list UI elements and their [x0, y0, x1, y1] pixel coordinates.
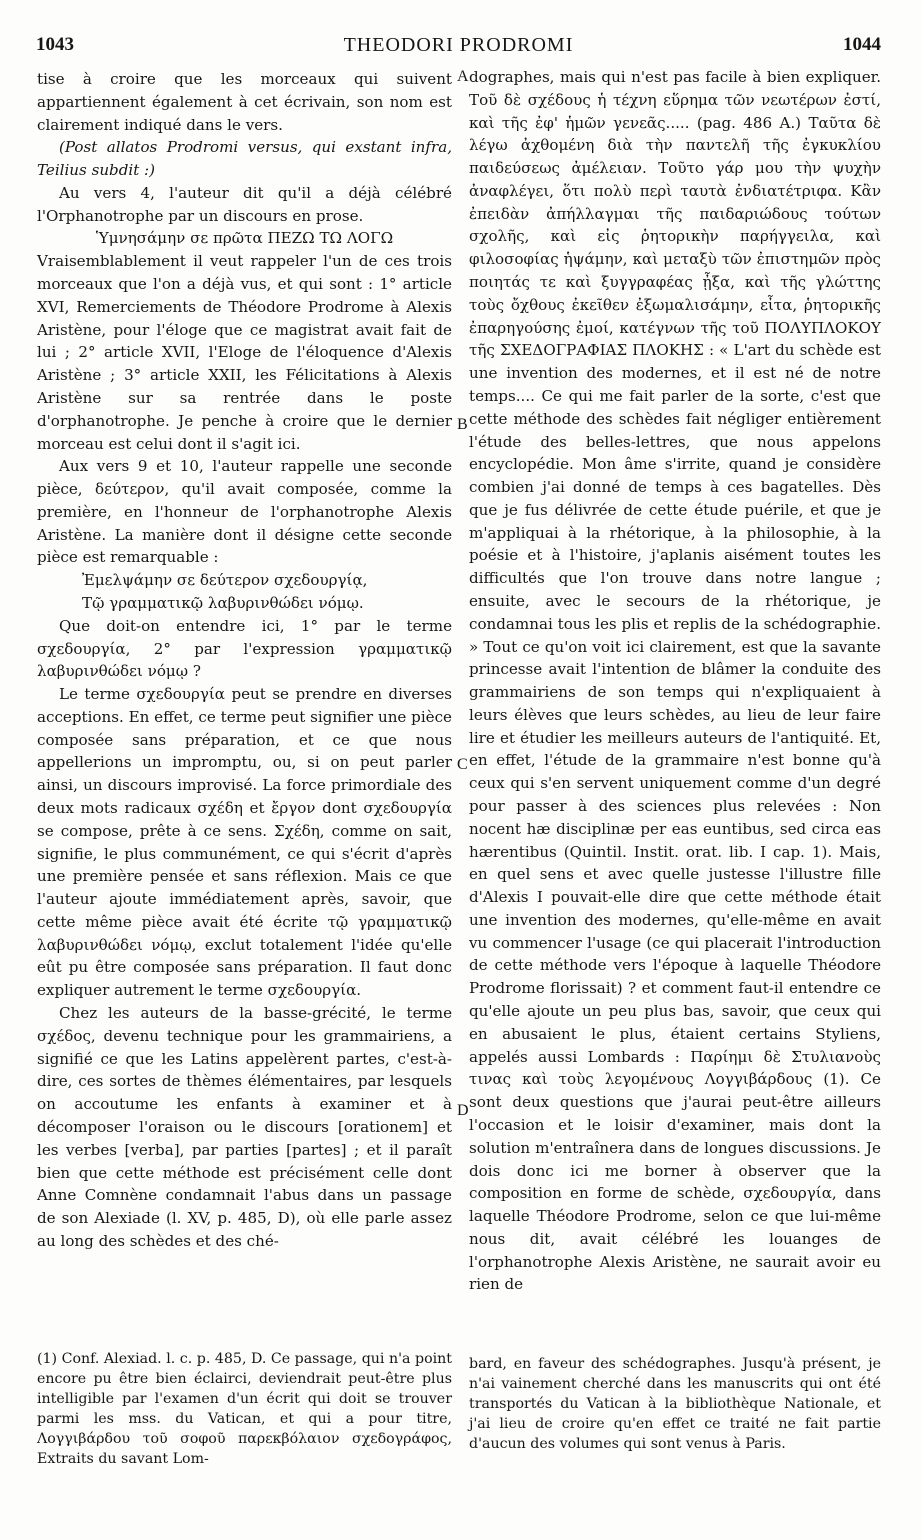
- running-title: THEODORI PRODROMI: [343, 34, 574, 56]
- right-column: [469, 66, 881, 1296]
- paragraph: Chez les auteurs de la basse-grécité, le terme σχέδος, devenu technique pour les grammairiens, a signifié ce que les Latins appelèrent partes, c'est-à-dire, ces sortes de thèmes élémentaires, par lesquels on accoutume les enfants à examiner et à décomposer l'oraison ou le discours [orationem] et les verbes [verba], par parties [partes] ; et il paraît bien que cette méthode est précisément celle dont Anne Comnène condamnait l'abus dans un passage de son Alexiade (l. XV, p. 485, D), où elle parle assez au long des schèdes et des ché-: [37, 1004, 452, 1250]
- left-page-number: 1043: [36, 34, 74, 55]
- margin-letter: C: [457, 756, 468, 773]
- paragraph: Que doit-on entendre ici, 1° par le terme σχεδουργία, 2° par l'expression γραμματικῷ λαβυρινθώδει νόμῳ ?: [37, 616, 452, 681]
- margin-letter: D: [457, 1102, 469, 1119]
- greek-verse: Ἐμελψάμην σε δεύτερον σχεδουργίᾳ,: [82, 571, 368, 590]
- greek-quote: Ὑμνησάμην σε πρῶτα ΠΕΖΩ ΤΩ ΛΟΓΩ: [95, 229, 394, 248]
- left-column: [37, 68, 452, 1253]
- right-page-number: 1044: [843, 34, 881, 55]
- paragraph: tise à croire que les morceaux qui suivent appartiennent également à cet écrivain, son nom est clairement indiqué dans le vers.: [37, 70, 452, 134]
- footnote-continuation: bard, en faveur des schédographes. Jusqu'à présent, je n'ai vainement cherché dans les manuscrits qui ont été transportés du Vatican à la bibliothèque Nationale, et j'ai lieu de croire qu'en effet ce traité ne fait partie d'aucun des volumes qui sont venus à Paris.: [469, 1356, 881, 1452]
- paragraph: Au vers 4, l'auteur dit qu'il a déjà célébré l'Orphanotrophe par un discours en prose.: [37, 183, 452, 225]
- margin-letter: B: [457, 416, 468, 433]
- paragraph: dographes, mais qui n'est pas facile à bien expliquer. Τοῦ δὲ σχέδους ἡ τέχνη εὕρημα τῶν νεωτέρων ἐστί, καὶ τῆς ἐφ' ἡμῶν γενεᾶς..... (pag. 486 A.) Ταῦτα δὲ λέγω ἀχθομένη διὰ τὴν παντελῆ τῆς ἐγκυκλίου παιδεύσεως ἀμέλειαν. Τοῦτο γάρ μου τὴν ψυχὴν ἀναφλέγει, ὅτι πολὺ περὶ ταυτὰ ἐνδιατέτριφα. Κἂν ἐπειδὰν ἀπήλλαγμαι τῆς παιδαριώδους τούτων σχολῆς, καὶ εἰς ῥητορικὴν παρήγγειλα, καὶ φιλοσοφίας ἡψάμην, καὶ μεταξὺ τῶν ἐπιστημῶν πρὸς ποιητάς τε καὶ ξυγγραφέας ᾖξα, καὶ τῆς γλώττης τοὺς ὄχθους ἐκεῖθεν ἐξωμαλισάμην, εἶτα, ῥητορικῆς ἐπαρηγούσης ἐμοί, κατέγνων τῆς τοῦ ΠΟΛΥΠΛΟΚΟΥ τῆς ΣΧΕΔΟΓΡΑΦΙΑΣ ΠΛΟΚΗΣ : « L'art du schède est une invention des modernes, et il est né de notre temps.... Ce qui me fait parler de la sorte, c'est que cette méthode des schèdes fait négliger entièrement l'étude des belles-lettres, que nous appelons encyclopédie. Mon âme s'irrite, quand je considère combien j'ai donné de temps à ces bagatelles. Dès que je fus délivrée de cette étude puérile, et que je m'appliquai à la rhétorique, à la philosophie, à la poésie et à l'histoire, j'aplanis aisément toutes les difficultés que l'on trouve dans notre langue ; ensuite, avec le secours de la rhétorique, je condamnai tous les plis et replis de la schédographie. » Tout ce qu'on voit ici clairement, est que la savante princesse avait l'intention de blâmer la conduite des grammairiens de son temps qui n'expliquaient à leurs élèves que leurs schèdes, au lieu de leur faire lire et étudier les meilleurs auteurs de l'antiquité. Et, en effet, l'étude de la grammaire n'est bonne qu'à ceux qui s'en servent uniquement comme d'un degré pour passer à des sciences plus relevées : Non nocent hæ disciplinæ per eas euntibus, sed circa eas hærentibus (Quintil. Instit. orat. lib. I cap. 1). Mais, en quel sens et avec quelle justesse l'illustre fille d'Alexis I pouvait-elle dire que cette méthode était une invention des modernes, qu'elle-même en avait vu commencer l'usage (ce qui placerait l'introduction de cette méthode vers l'époque à laquelle Théodore Prodrome florissait) ? et comment faut-il entendre ce qu'elle ajoute un peu plus bas, savoir, que ceux qui en abusaient le plus, étaient certains Styliens, appelés aussi Lombards : Παρίημι δὲ Στυλιανοὺς τινας καὶ τοὺς λεγομένους Λογγιβάρδους (1). Ce sont deux questions que j'aurai peut-être ailleurs l'occasion et le loisir d'examiner, mais dont la solution m'entraînera dans de longues discussions. Je dois donc ici me borner à observer que la composition en forme de schède, σχεδουργία, dans laquelle Théodore Prodrome, selon ce que lui-même nous dit, avait célébré les louanges de l'orphanotrophe Alexis Aristène, ne saurait avoir eu rien de: [469, 68, 881, 1294]
- page-header: [36, 34, 881, 66]
- footnote: (1) Conf. Alexiad. l. c. p. 485, D. Ce passage, qui n'a point encore pu être bien éclairci, deviendrait peut-être plus intelligible par l'examen d'un écrit qui doit se trouver parmi les mss. du Vatican, et qui a pour titre, Λογγιβάρδου τοῦ σοφοῦ παρεκβόλαιον σχεδογράφος, Extraits du savant Lom-: [37, 1351, 452, 1467]
- paragraph: Vraisemblablement il veut rappeler l'un de ces trois morceaux que l'on a déjà vus, et qui sont : 1° article XVI, Remerciements de Théodore Prodrome à Alexis Aristène, pour l'éloge que ce magistrat avait fait de lui ; 2° article XVII, l'Eloge de l'éloquence d'Alexis Aristène ; 3° article XXII, les Félicitations à Alexis Aristène sur sa rentrée dans le poste d'orphanotrophe. Je penche à croire que le dernier morceau est celui dont il s'agit ici.: [37, 252, 452, 453]
- paragraph: Le terme σχεδουργία peut se prendre en diverses acceptions. En effet, ce terme peut signifier une pièce composée sans préparation, et ce que nous appellerions un impromptu, ou, si on peut parler ainsi, un discours improvisé. La force primordiale des deux mots radicaux σχέδη et ἔργον dont σχεδουργία se compose, prête à ce sens. Σχέδη, comme on sait, signifie, le plus communément, ce qui s'écrit d'après une première pensée et sans réflexion. Mais ce que l'auteur ajoute immédiatement après, savoir, que cette même pièce avait été écrite τῷ γραμματικῷ λαβυρινθώδει νόμῳ, exclut totalement l'idée qu'elle eût pu être composée sans préparation. Il faut donc expliquer autrement le terme σχεδουργία.: [37, 685, 452, 1000]
- editor-note: (Post allatos Prodromi versus, qui exstant infra, Teilius subdit :): [37, 138, 452, 180]
- paragraph: Aux vers 9 et 10, l'auteur rappelle une seconde pièce, δεύτερον, qu'il avait composée, comme la première, en l'honneur de l'orphanotrophe Alexis Aristène. La manière dont il désigne cette seconde pièce est remarquable :: [37, 457, 452, 567]
- greek-verse: Τῷ γραμματικῷ λαβυρινθώδει νόμῳ.: [82, 593, 364, 612]
- margin-letter: A: [457, 68, 469, 85]
